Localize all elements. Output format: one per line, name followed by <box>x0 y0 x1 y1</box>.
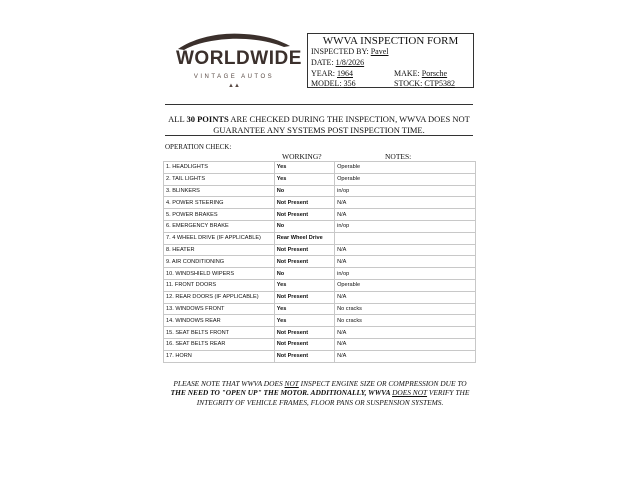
working-column-header: WORKING? <box>282 152 322 161</box>
checklist-notes-value: in/op <box>335 185 476 197</box>
checklist-notes-value: N/A <box>335 350 476 362</box>
disclaimer-part: VERIFY THE INTEGRITY OF VEHICLE FRAMES, FLOOR PANS OR SUSPENSION SYSTEMS. <box>196 388 470 407</box>
checklist-row <box>164 162 476 174</box>
checklist-notes-value: Operable <box>335 279 476 291</box>
model-line <box>311 79 356 88</box>
checklist-working-value: Not Present <box>274 291 334 303</box>
checklist-notes-value: N/A <box>335 256 476 268</box>
checklist-notes-value: N/A <box>335 291 476 303</box>
notice-post: ARE CHECKED DURING THE INSPECTION, WWVA DOES NOT GUARANTEE ANY SYSTEMS POST INSPECTION TIME. <box>213 114 470 135</box>
checklist-item-label: 15. SEAT BELTS FRONT <box>164 327 275 339</box>
operation-check-label: OPERATION CHECK: <box>165 143 232 151</box>
disclaimer-bold: THE NEED TO "OPEN UP" THE MOTOR. ADDITIONALLY, WWVA <box>170 388 393 398</box>
operation-checklist-table <box>163 161 476 363</box>
checklist-working-value: Yes <box>274 162 334 174</box>
checklist-working-value: Yes <box>274 315 334 327</box>
checklist-item-label: 1. HEADLIGHTS <box>164 162 275 174</box>
make-value: Porsche <box>421 69 448 78</box>
checklist-row <box>164 185 476 197</box>
checklist-notes-value: N/A <box>335 209 476 221</box>
disclaimer-part: PLEASE NOTE THAT WWVA DOES <box>173 379 285 388</box>
model-value: 356 <box>343 79 356 88</box>
disclaimer-part: INSPECT ENGINE SIZE OR COMPRESSION DUE TO <box>298 379 467 388</box>
checklist-item-label: 7. 4 WHEEL DRIVE (IF APPLICABLE) <box>164 232 275 244</box>
disclaimer-text <box>165 379 475 407</box>
checklist-item-label: 14. WINDOWS REAR <box>164 315 275 327</box>
checklist-row <box>164 303 476 315</box>
checklist-item-label: 16. SEAT BELTS REAR <box>164 338 275 350</box>
checklist-working-value: No <box>274 220 334 232</box>
logo-wordmark: WORLDWIDE <box>176 48 302 69</box>
checklist-working-value: No <box>274 268 334 280</box>
checklist-item-label: 9. AIR CONDITIONING <box>164 256 275 268</box>
checklist-row <box>164 232 476 244</box>
stock-value: CTP5382 <box>424 79 455 88</box>
checklist-notes-value: Operable <box>335 173 476 185</box>
checklist-row <box>164 315 476 327</box>
notice-count: 30 POINTS <box>186 114 229 124</box>
checklist-working-value: Not Present <box>274 244 334 256</box>
inspected-by-label: INSPECTED BY: <box>311 47 369 56</box>
checklist-row <box>164 244 476 256</box>
checklist-notes-value: N/A <box>335 244 476 256</box>
year-label: YEAR: <box>311 69 335 78</box>
checklist-item-label: 13. WINDOWS FRONT <box>164 303 275 315</box>
checklist-working-value: Rear Wheel Drive <box>274 232 334 244</box>
checklist-row <box>164 291 476 303</box>
checklist-working-value: Not Present <box>274 209 334 221</box>
checklist-row <box>164 220 476 232</box>
checklist-item-label: 10. WINDSHIELD WIPERS <box>164 268 275 280</box>
checklist-working-value: Yes <box>274 279 334 291</box>
checklist-notes-value: in/op <box>335 268 476 280</box>
checklist-working-value: Not Present <box>274 350 334 362</box>
checklist-row <box>164 279 476 291</box>
checklist-row <box>164 350 476 362</box>
checklist-working-value: Not Present <box>274 327 334 339</box>
date-label: DATE: <box>311 58 334 67</box>
checklist-row <box>164 327 476 339</box>
stock-line <box>394 79 455 88</box>
disclaimer-not: NOT <box>284 379 299 388</box>
date-line <box>311 58 364 67</box>
checklist-item-label: 5. POWER BRAKES <box>164 209 275 221</box>
make-label: MAKE: <box>394 69 420 78</box>
year-line <box>311 69 353 78</box>
logo-subtitle: VINTAGE AUTOS <box>193 74 275 80</box>
inspected-by-value: Pavel <box>370 47 389 56</box>
checklist-item-label: 17. HORN <box>164 350 275 362</box>
checklist-row <box>164 268 476 280</box>
worldwide-vintage-autos-logo <box>174 30 302 92</box>
date-value: 1/8/2026 <box>335 58 365 67</box>
notice-pre: ALL <box>168 114 187 124</box>
checklist-notes-value: N/A <box>335 197 476 209</box>
checklist-row <box>164 256 476 268</box>
checklist-working-value: Yes <box>274 173 334 185</box>
checklist-notes-value: in/op <box>335 220 476 232</box>
checklist-row <box>164 197 476 209</box>
disclaimer-does-not: DOES NOT <box>392 388 428 398</box>
checklist-row <box>164 173 476 185</box>
notes-column-header: NOTES: <box>385 152 412 161</box>
checklist-item-label: 12. REAR DOORS (IF APPLICABLE) <box>164 291 275 303</box>
checklist-notes-value <box>335 232 476 244</box>
checklist-row <box>164 209 476 221</box>
inspected-by-line <box>311 47 389 56</box>
inspection-info-box <box>307 33 474 88</box>
checklist-item-label: 4. POWER STEERING <box>164 197 275 209</box>
checklist-item-label: 11. FRONT DOORS <box>164 279 275 291</box>
top-divider <box>165 104 473 105</box>
inspection-notice <box>165 114 473 135</box>
checklist-notes-value: N/A <box>335 327 476 339</box>
form-title: WWVA INSPECTION FORM <box>322 35 459 47</box>
year-value: 1964 <box>337 69 353 78</box>
make-line <box>394 69 447 78</box>
checklist-working-value: Not Present <box>274 338 334 350</box>
checklist-notes-value: N/A <box>335 338 476 350</box>
checklist-item-label: 2. TAIL LIGHTS <box>164 173 275 185</box>
checklist-item-label: 3. BLINKERS <box>164 185 275 197</box>
checklist-notes-value: Operable <box>335 162 476 174</box>
checklist-working-value: Not Present <box>274 256 334 268</box>
checklist-row <box>164 338 476 350</box>
stock-label: STOCK: <box>394 79 423 88</box>
checklist-working-value: Yes <box>274 303 334 315</box>
model-label: MODEL: <box>311 79 342 88</box>
checklist-item-label: 8. HEATER <box>164 244 275 256</box>
checklist-working-value: No <box>274 185 334 197</box>
checklist-item-label: 6. EMERGENCY BRAKE <box>164 220 275 232</box>
checklist-notes-value: No cracks <box>335 315 476 327</box>
checklist-working-value: Not Present <box>274 197 334 209</box>
logo-emblem-icon: ▲▲ <box>228 83 240 89</box>
notice-divider <box>165 135 473 136</box>
checklist-notes-value: No cracks <box>335 303 476 315</box>
